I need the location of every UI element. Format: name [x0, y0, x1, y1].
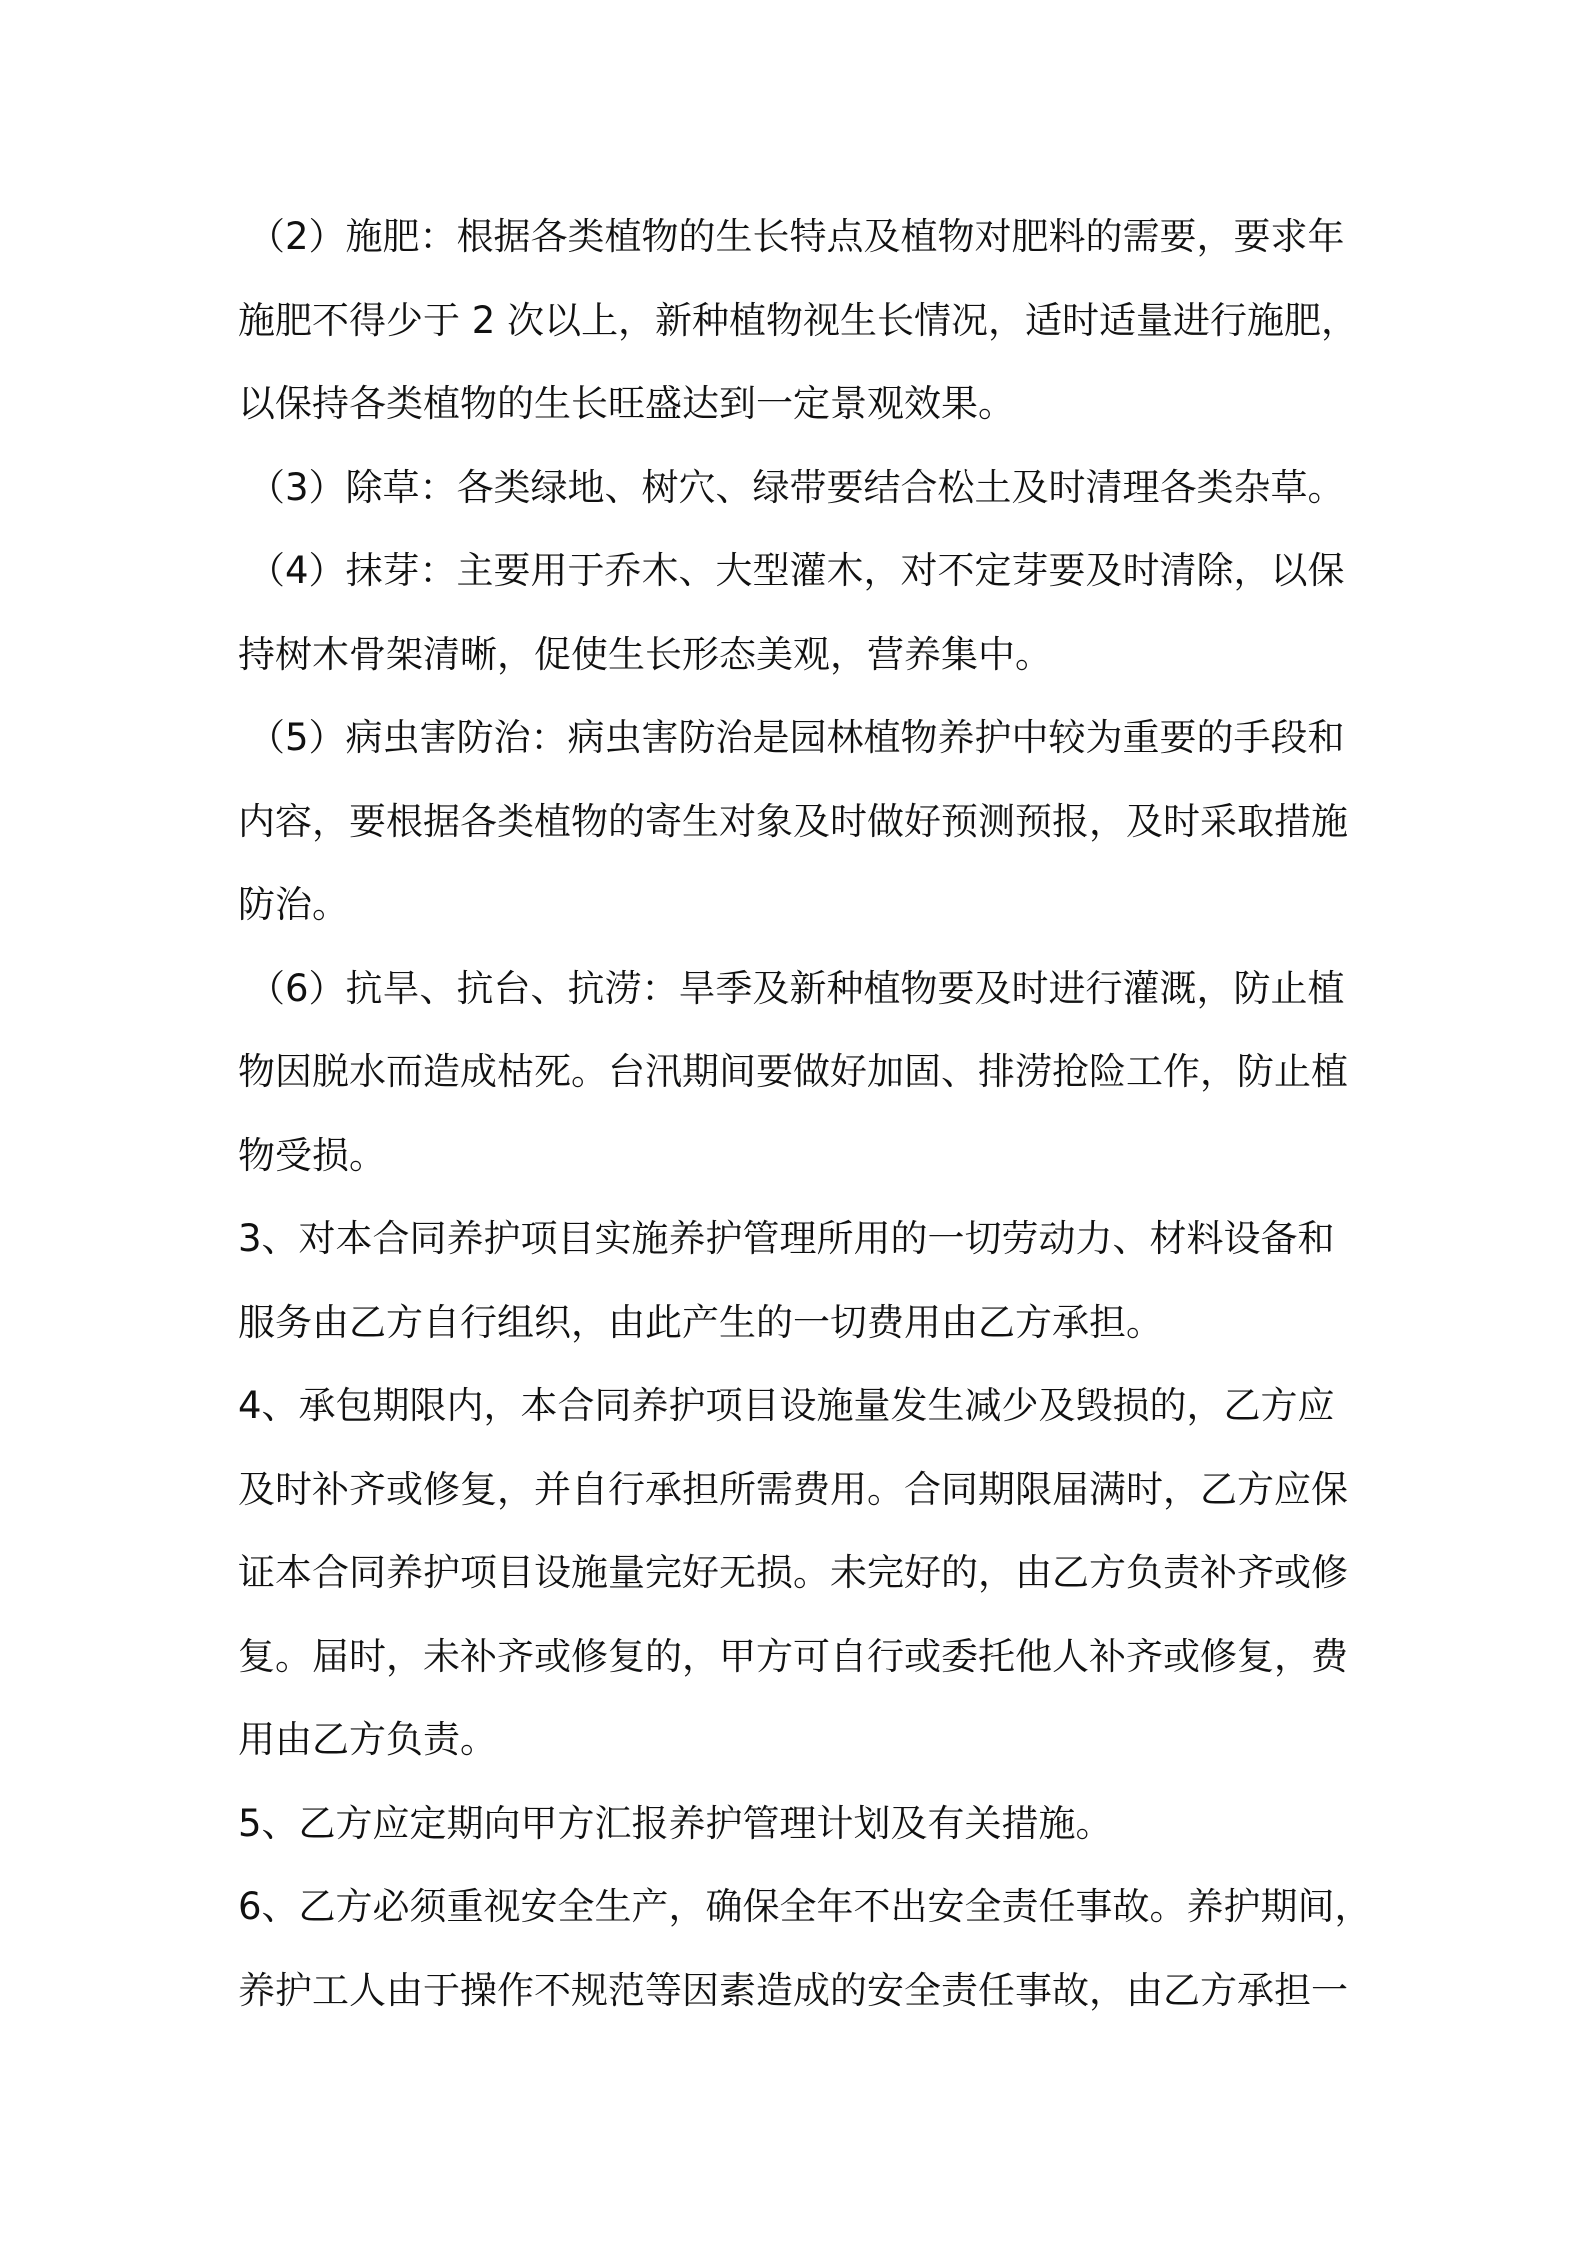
text-line: 服务由乙方自行组织，由此产生的一切费用由乙方承担。: [238, 1300, 1163, 1344]
paragraph-weeding: [238, 446, 1358, 530]
text-line: 4、承包期限内，本合同养护项目设施量发生减少及毁损的，乙方应: [238, 1384, 1335, 1427]
text-line: （6）抗旱、抗台、抗涝：旱季及新种植物要及时进行灌溉，防止植: [248, 966, 1345, 1010]
text-line: （3）除草：各类绿地、树穴、绿带要结合松土及时清理各类杂草。: [248, 465, 1345, 509]
text-line: （4）抹芽：主要用于乔木、大型灌木，对不定芽要及时清除，以保: [248, 549, 1345, 592]
text-line: 持树木骨架清晰，促使生长形态美观，营养集中。: [238, 632, 1052, 676]
clause-6: [238, 1865, 1372, 2032]
text-line: 3、对本合同养护项目实施养护管理所用的一切劳动力、材料设备和: [238, 1217, 1335, 1260]
text-line: 物因脱水而造成枯死。台汛期间要做好加固、排涝抢险工作，防止植: [238, 1050, 1348, 1093]
text-line: 及时补齐或修复，并自行承担所需费用。合同期限届满时，乙方应保: [238, 1467, 1348, 1511]
text-line: 6、乙方必须重视安全生产，确保全年不出安全责任事故。养护期间，: [238, 1885, 1372, 1928]
text-line: 物受损。: [238, 1133, 386, 1177]
text-line: 防治。: [238, 883, 349, 926]
paragraph-bud-removal: [238, 529, 1358, 696]
text-line: （2）施肥：根据各类植物的生长特点及植物对肥料的需要，要求年: [248, 215, 1345, 258]
text-line: 用由乙方负责。: [238, 1718, 497, 1761]
text-line: 养护工人由于操作不规范等因素造成的安全责任事故，由乙方承担一: [238, 1968, 1348, 2012]
text-line: 施肥不得少于 2 次以上，新种植物视生长情况，适时适量进行施肥，: [238, 298, 1359, 342]
paragraph-fertilizing: [238, 195, 1358, 446]
paragraph-pest-control: [238, 696, 1358, 947]
text-line: （5）病虫害防治：病虫害防治是园林植物养护中较为重要的手段和: [248, 716, 1345, 759]
text-line: 证本合同养护项目设施量完好无损。未完好的，由乙方负责补齐或修: [238, 1551, 1348, 1594]
paragraph-drought-typhoon-flood: [238, 947, 1358, 1198]
text-line: 复。届时，未补齐或修复的，甲方可自行或委托他人补齐或修复，费: [238, 1634, 1348, 1678]
clause-4: [238, 1364, 1358, 1782]
text-line: 以保持各类植物的生长旺盛达到一定景观效果。: [238, 382, 1015, 425]
document-body: [238, 195, 1372, 2032]
text-line: 内容，要根据各类植物的寄生对象及时做好预测预报，及时采取措施: [238, 799, 1348, 843]
clause-3: [238, 1197, 1358, 1364]
text-line: 5、乙方应定期向甲方汇报养护管理计划及有关措施。: [238, 1801, 1113, 1845]
clause-5: [238, 1782, 1358, 1866]
